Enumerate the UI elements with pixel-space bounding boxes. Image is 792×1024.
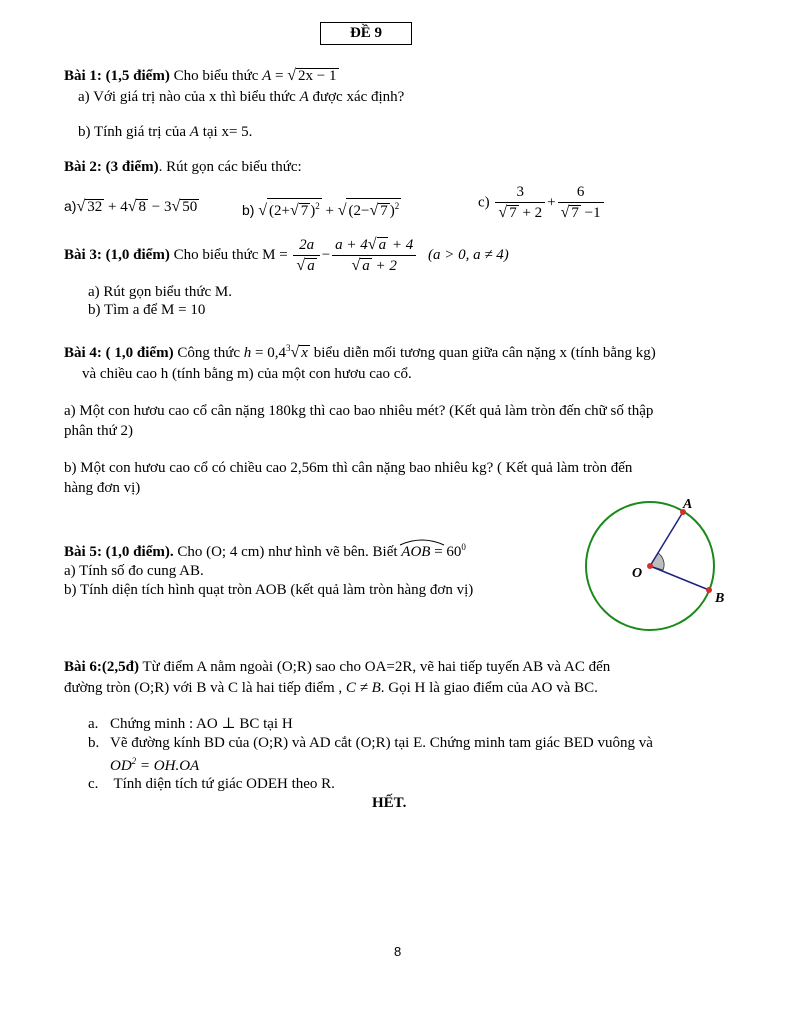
bai1-expr-lhs: A xyxy=(262,68,272,84)
bai6-line2-b: . Gọi H là giao điểm của AO và BC. xyxy=(380,680,598,696)
bai5-angle: AOB xyxy=(401,544,430,561)
bai1-part-a xyxy=(78,89,404,106)
sqrt-sign: √ xyxy=(287,67,297,84)
bai4-heading: Bài 4: ( 1,0 điểm) Công thức $h = 0,4^3√$ x biểu diễn mối tương quan giữa cân nặng x (tính bằng kg) xyxy=(64,343,656,361)
bai4-intro: Công thức xyxy=(173,345,244,361)
bai5-part-b: b) Tính diện tích hình quạt tròn AOB (kết quả làm tròn hàng đơn vị) xyxy=(64,582,474,598)
bai1-label: Bài 1: (1,5 điểm) xyxy=(64,68,170,84)
bai2-a-rad3: 50 xyxy=(182,199,198,215)
bai6-c-text: Tính diện tích tứ giác ODEH theo R. xyxy=(110,776,335,792)
bai2-b-plus: + xyxy=(321,203,338,219)
bai6-part-b xyxy=(88,735,653,752)
bai5-label: Bài 5 xyxy=(64,544,97,560)
bai6-line2-a: đường tròn (O;R) với B và C là hai tiếp điểm , xyxy=(64,680,346,696)
point-o xyxy=(647,563,653,569)
bai2-c-frac1: $\frac{3}{√ 7 + 2}$ xyxy=(495,184,545,222)
bai4-part-b-line2: hàng đơn vị) xyxy=(64,480,141,496)
bai4-root-index: 3 xyxy=(286,343,291,353)
bai3-frac1: $\frac{2a}{√ a}$ xyxy=(293,237,319,275)
bai2-intro: . Rút gọn các biểu thức: xyxy=(158,159,302,175)
bai5-intro: Cho (O; 4 cm) như hình vẽ bên. Biết xyxy=(173,544,402,560)
bai3-part-b: b) Tìm a để M = 10 xyxy=(88,302,206,318)
bai2-part-c xyxy=(478,184,606,222)
bai4-label: Bài 4: ( 1,0 điểm) xyxy=(64,345,174,361)
bai6-b-marker: b. xyxy=(88,735,100,751)
bai2-label: Bài 2: (3 điểm) xyxy=(64,159,159,175)
bai6-line2-cond: C ≠ B xyxy=(345,680,381,696)
bai6-heading xyxy=(64,659,610,676)
bai2-c-label: c) xyxy=(478,194,490,211)
bai1-expr-radicand: 2x − 1 xyxy=(298,68,337,84)
bai2-a-term2: + 4 xyxy=(104,199,128,215)
radius-ob xyxy=(650,566,709,590)
bai4-part-a-line2: phân thứ 2) xyxy=(64,423,133,439)
bai2-b-term1: (2+√ 7 )$^2$ xyxy=(267,198,322,219)
bai5-label-rest: : (1,0 điểm). xyxy=(96,544,174,560)
bai5-heading xyxy=(64,542,466,561)
bai4-formula-radicand: x xyxy=(301,345,308,361)
bai5-angle-degree: 0 xyxy=(461,542,466,552)
bai2-c-frac2: $\frac{6}{√ 7 -1}$ xyxy=(558,184,604,222)
bai2-heading xyxy=(64,159,302,176)
bai3-minus: − xyxy=(321,247,331,263)
bai1-expr-eq: = xyxy=(271,68,288,84)
bai3-frac2: $\frac{a + 4√ a + 4}{√ a + 2}$ xyxy=(332,236,416,275)
bai6-b-formula-exp: 2 xyxy=(131,756,137,766)
bai3-part-a: a) Rút gọn biểu thức M. xyxy=(88,284,232,300)
bai5-circle-figure xyxy=(570,490,730,640)
bai2-b-label: b) xyxy=(242,202,255,218)
label-b: B xyxy=(715,591,725,606)
bai6-a-text: Chứng minh : AO ⊥ BC tại H xyxy=(110,716,293,732)
bai1-heading xyxy=(64,67,339,85)
bai6-line2 xyxy=(64,680,598,697)
bai6-label: Bài 6:(2,5đ) xyxy=(64,659,139,675)
bai1-b-end: tại x= 5. xyxy=(198,124,253,140)
bai3-condition: (a > 0, a ≠ 4) xyxy=(427,247,509,263)
bai2-a-term3: − 3 xyxy=(147,199,172,215)
bai4-formula-eq: = 0,4 xyxy=(251,345,287,361)
bai2-part-a: a)√ 32 + 4√ 8 − 3√ 50 xyxy=(64,198,198,215)
bai6-line1: Từ điểm A nằm ngoài (O;R) sao cho OA=2R, vẽ hai tiếp tuyến AB và AC đến xyxy=(139,659,611,675)
bai4-line2: và chiều cao h (tính bằng m) của một con hươu cao cổ. xyxy=(82,366,412,382)
bai6-part-c xyxy=(88,776,335,793)
bai6-b-formula xyxy=(110,756,199,775)
point-b xyxy=(706,587,712,593)
bai3-intro: Cho biểu thức M = xyxy=(169,247,292,263)
bai4-part-a-line1: a) Một con hươu cao cổ cân nặng 180kg thì cao bao nhiêu mét? (Kết quả làm tròn đến chữ số thập xyxy=(64,403,654,419)
bai1-intro: Cho biểu thức xyxy=(169,68,263,84)
bai1-a-var: A xyxy=(299,89,309,105)
bai2-part-b: b) √ (2+√ 7 )$^2$ + √ (2−√ 7 )$^2$ xyxy=(242,198,401,220)
bai4-formula-h: h xyxy=(243,345,252,361)
bai1-part-b xyxy=(78,124,252,141)
bai2-b-term2: (2−√ 7 )$^2$ xyxy=(346,198,401,219)
bai6-b-text: Vẽ đường kính BD của (O;R) và AD cắt (O;R) tại E. Chứng minh tam giác BED vuông và xyxy=(110,735,653,751)
bai1-a-end: được xác định? xyxy=(308,89,405,105)
bai5-part-a: a) Tính số đo cung AB. xyxy=(64,563,204,579)
bai1-b-text: b) Tính giá trị của xyxy=(78,124,190,140)
bai2-c-plus: + xyxy=(547,194,556,211)
page-number: 8 xyxy=(394,944,402,959)
bai4-part-b-line1: b) Một con hươu cao cổ có chiều cao 2,56m thì cân nặng bao nhiêu kg? ( Kết quả làm tròn đến xyxy=(64,460,633,476)
bai2-a-rad1: 32 xyxy=(87,199,103,215)
end-marker: HẾT. xyxy=(372,795,407,811)
bai3-label: Bài 3: (1,0 điểm) xyxy=(64,247,170,263)
bai6-part-a xyxy=(88,714,293,733)
bai1-a-text: a) Với giá trị nào của x thì biểu thức xyxy=(78,89,300,105)
bai6-b-formula-lhs: OD xyxy=(110,758,132,774)
exam-title: ĐỀ 9 xyxy=(320,22,412,45)
label-a: A xyxy=(683,497,693,512)
label-o: O xyxy=(632,566,643,581)
bai6-b-formula-rhs: = OH.OA xyxy=(136,758,200,774)
bai5-angle-value: = 60 xyxy=(430,544,462,560)
bai1-b-var: A xyxy=(189,124,199,140)
bai2-a-label: a) xyxy=(64,198,77,214)
bai6-a-marker: a. xyxy=(88,716,99,732)
arc-hat-icon xyxy=(399,538,445,546)
bai6-c-marker: c. xyxy=(88,776,99,792)
bai4-line1-rest: biểu diễn mối tương quan giữa cân nặng x (tính bằng kg) xyxy=(309,345,656,361)
radius-oa xyxy=(650,512,683,566)
bai3-heading xyxy=(64,236,509,275)
bai2-a-rad2: 8 xyxy=(138,199,146,215)
